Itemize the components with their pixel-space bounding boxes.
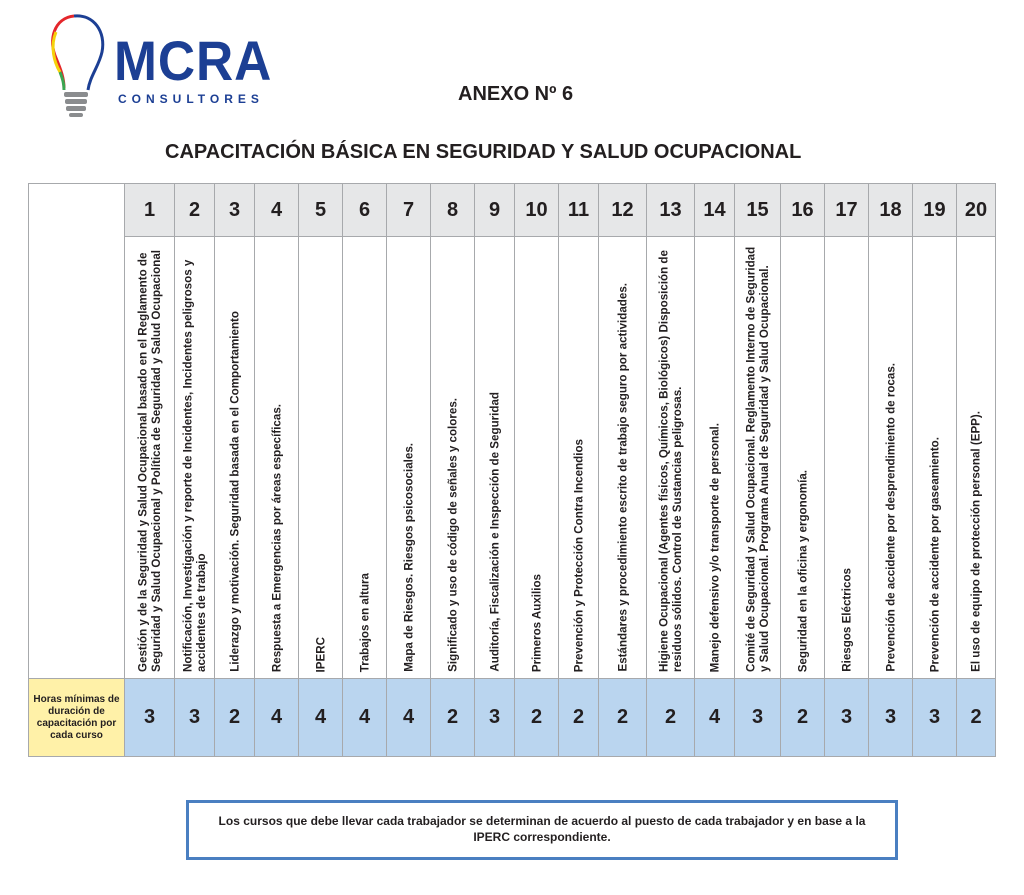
course-number: 9	[475, 184, 515, 237]
course-name: IPERC	[313, 636, 327, 672]
course-cell	[387, 237, 431, 679]
course-hours: 2	[515, 679, 559, 757]
course-cell	[825, 237, 869, 679]
course-name: Trabajos en altura	[357, 572, 371, 672]
course-name: Prevención y Protección Contra Incendios	[571, 438, 585, 672]
course-hours: 3	[869, 679, 913, 757]
course-number: 20	[957, 184, 996, 237]
course-hours: 4	[299, 679, 343, 757]
course-name: Respuesta a Emergencias por áreas específicas.	[269, 403, 283, 672]
course-hours: 3	[125, 679, 175, 757]
company-logo	[44, 12, 274, 122]
course-hours: 2	[957, 679, 996, 757]
course-hours: 4	[387, 679, 431, 757]
course-name: Mapa de Riesgos. Riesgos psicosociales.	[401, 443, 415, 672]
course-number: 8	[431, 184, 475, 237]
training-table	[28, 183, 996, 757]
course-number: 14	[695, 184, 735, 237]
hours-label: Horas mínimas de duración de capacitación por cada curso	[29, 679, 125, 757]
course-hours: 3	[735, 679, 781, 757]
course-cell	[255, 237, 299, 679]
course-name: Notificación, Investigación y reporte de Incidentes, Incidentes peligrosos y accidentes de trabajo	[181, 259, 208, 672]
course-name: Prevención de accidente por gaseamiento.	[927, 436, 941, 672]
course-number: 15	[735, 184, 781, 237]
course-number: 7	[387, 184, 431, 237]
course-hours: 3	[825, 679, 869, 757]
page-title: CAPACITACIÓN BÁSICA EN SEGURIDAD Y SALUD OCUPACIONAL	[165, 141, 802, 163]
course-name: Significado y uso de código de señales y colores.	[445, 398, 459, 672]
course-number: 12	[599, 184, 647, 237]
course-name: Auditoría, Fiscalización e Inspección de Seguridad	[487, 392, 501, 672]
course-number: 3	[215, 184, 255, 237]
course-cell	[215, 237, 255, 679]
course-name: Prevención de accidente por desprendimiento de rocas.	[883, 363, 897, 672]
course-number: 17	[825, 184, 869, 237]
course-cell	[431, 237, 475, 679]
course-cell	[515, 237, 559, 679]
course-number: 13	[647, 184, 695, 237]
course-number: 1	[125, 184, 175, 237]
course-cell	[599, 237, 647, 679]
course-number: 2	[175, 184, 215, 237]
course-number-row	[29, 184, 996, 237]
course-cell	[475, 237, 515, 679]
course-cell	[913, 237, 957, 679]
course-hours: 2	[647, 679, 695, 757]
logo-subtitle: CONSULTORES	[118, 92, 264, 106]
course-cell	[343, 237, 387, 679]
course-number: 4	[255, 184, 299, 237]
lightbulb-icon	[44, 12, 114, 122]
course-cell	[781, 237, 825, 679]
course-hours: 3	[913, 679, 957, 757]
course-number: 5	[299, 184, 343, 237]
course-cell	[559, 237, 599, 679]
course-cell	[869, 237, 913, 679]
course-hours: 4	[255, 679, 299, 757]
course-hours: 4	[343, 679, 387, 757]
course-name: Manejo defensivo y/o transporte de personal.	[707, 422, 721, 672]
course-hours: 3	[175, 679, 215, 757]
table-corner	[29, 184, 125, 679]
course-name: Comité de Seguridad y Salud Ocupacional. Reglamento Interno de Seguridad y Salud Ocupacional. Programa Anual de Seguridad y Salud Ocupacional.	[744, 246, 771, 672]
course-name: Seguridad en la oficina y ergonomía.	[795, 469, 809, 672]
course-hours: 4	[695, 679, 735, 757]
course-name: Higiene Ocupacional (Agentes físicos, Químicos, Biológicos) Disposición de residuos sólidos. Control de Sustancias peligrosas.	[657, 250, 684, 672]
course-name: Liderazgo y motivación. Seguridad basada en el Comportamiento	[227, 311, 241, 672]
course-cell	[735, 237, 781, 679]
course-name: Riesgos Eléctricos	[839, 568, 853, 672]
course-hours: 2	[215, 679, 255, 757]
course-name: El uso de equipo de protección personal (EPP).	[969, 411, 983, 672]
course-name-row	[29, 237, 996, 679]
course-number: 10	[515, 184, 559, 237]
course-name: Estándares y procedimiento escrito de trabajo seguro por actividades.	[615, 283, 629, 672]
course-hours: 3	[475, 679, 515, 757]
logo-name: MCRA	[114, 29, 273, 92]
note-text: Los cursos que debe llevar cada trabajador se determinan de acuerdo al puesto de cada trabajador y en base a la IPERC correspondiente.	[218, 814, 866, 844]
course-name: Gestión y de la Seguridad y Salud Ocupacional basado en el Reglamento de Seguridad y Salud Ocupacional y Política de Seguridad y Salud Ocupacional	[136, 250, 163, 672]
course-number: 16	[781, 184, 825, 237]
course-number: 6	[343, 184, 387, 237]
course-cell	[299, 237, 343, 679]
annex-heading: ANEXO Nº 6	[458, 83, 574, 105]
course-name: Primeros Auxilios	[529, 573, 543, 672]
course-hours: 2	[559, 679, 599, 757]
course-cell	[175, 237, 215, 679]
course-cell	[125, 237, 175, 679]
course-cell	[695, 237, 735, 679]
course-hours: 2	[431, 679, 475, 757]
note-box	[186, 800, 898, 860]
course-cell	[647, 237, 695, 679]
course-hours: 2	[599, 679, 647, 757]
course-number: 18	[869, 184, 913, 237]
course-hours: 2	[781, 679, 825, 757]
course-number: 19	[913, 184, 957, 237]
course-number: 11	[559, 184, 599, 237]
course-cell	[957, 237, 996, 679]
hours-row	[29, 679, 996, 757]
